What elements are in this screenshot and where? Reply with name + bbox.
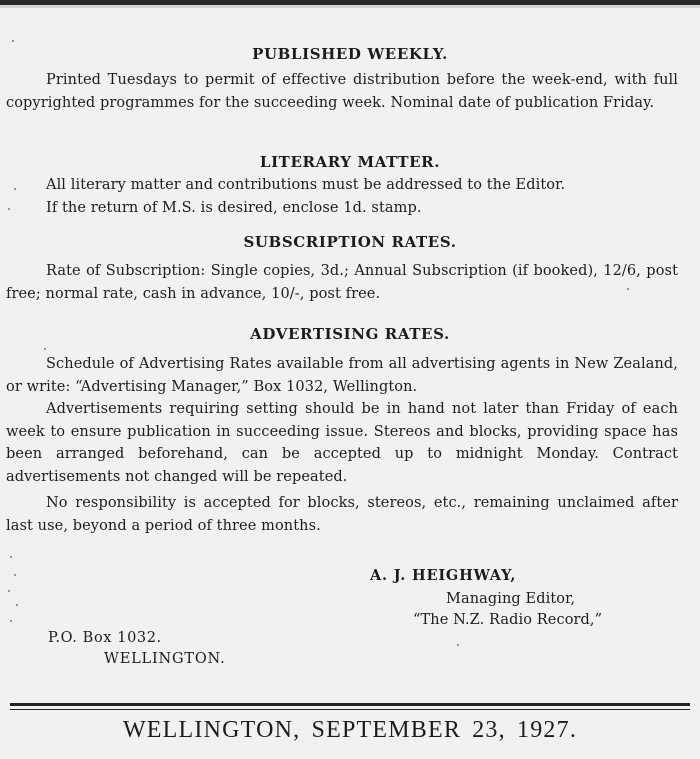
editor-title: Managing Editor,: [446, 591, 576, 607]
advertising-rates-heading: ADVERTISING RATES.: [250, 325, 450, 343]
print-speck: [44, 348, 46, 350]
bottom-rule-thin: [10, 709, 690, 710]
published-weekly-text: Printed Tuesdays to permit of effective distribution before the week-end, with full copyrighted programmes for the succeeding week. Nominal date of publication Friday.: [6, 72, 678, 111]
print-speck: [10, 620, 12, 622]
advertising-rates-paragraph-1: Schedule of Advertising Rates available from all advertising agents in New Zealand, or write: “Advertising Manager,” Box 1032, Wellington.: [6, 356, 678, 395]
top-border-shadow: [0, 5, 700, 8]
print-speck: [10, 556, 12, 558]
bottom-rule-thick: [10, 703, 690, 706]
subscription-rates-text: Rate of Subscription: Single copies, 3d.; Annual Subscription (if booked), 12/6, post free; normal rate, cash in advance, 10/-, post free.: [6, 263, 678, 302]
address-city: WELLINGTON.: [104, 651, 226, 667]
print-speck: [14, 574, 16, 576]
print-speck: [627, 288, 629, 290]
print-speck: [8, 208, 10, 210]
publication-name: “The N.Z. Radio Record,”: [413, 612, 603, 628]
subscription-rates-heading: SUBSCRIPTION RATES.: [243, 233, 457, 251]
literary-matter-line-1: All literary matter and contributions must be addressed to the Editor.: [46, 177, 566, 193]
dateline: WELLINGTON, SEPTEMBER 23, 1927.: [122, 717, 578, 743]
print-speck: [457, 644, 459, 646]
address-po-box: P.O. Box 1032.: [48, 630, 162, 646]
print-speck: [8, 590, 10, 592]
literary-matter-line-2: If the return of M.S. is desired, enclose 1d. stamp.: [46, 200, 422, 216]
advertising-rates-paragraph-2: Advertisements requiring setting should be in hand not later than Friday of each week to ensure publication in succeeding issue. Stereos and blocks, providing space has been arranged beforehand, can be accepted up to midnight Monday. Contract advertisements not changed will be repeated.: [6, 401, 678, 485]
advertising-rates-paragraph-3: No responsibility is accepted for blocks, stereos, etc., remaining unclaimed after last use, beyond a period of three months.: [6, 495, 678, 534]
published-weekly-heading: PUBLISHED WEEKLY.: [252, 45, 448, 63]
editor-name: A. J. HEIGHWAY,: [370, 567, 517, 584]
print-speck: [16, 604, 18, 606]
literary-matter-heading: LITERARY MATTER.: [259, 153, 441, 171]
print-speck: [14, 188, 16, 190]
print-speck: [12, 40, 14, 42]
